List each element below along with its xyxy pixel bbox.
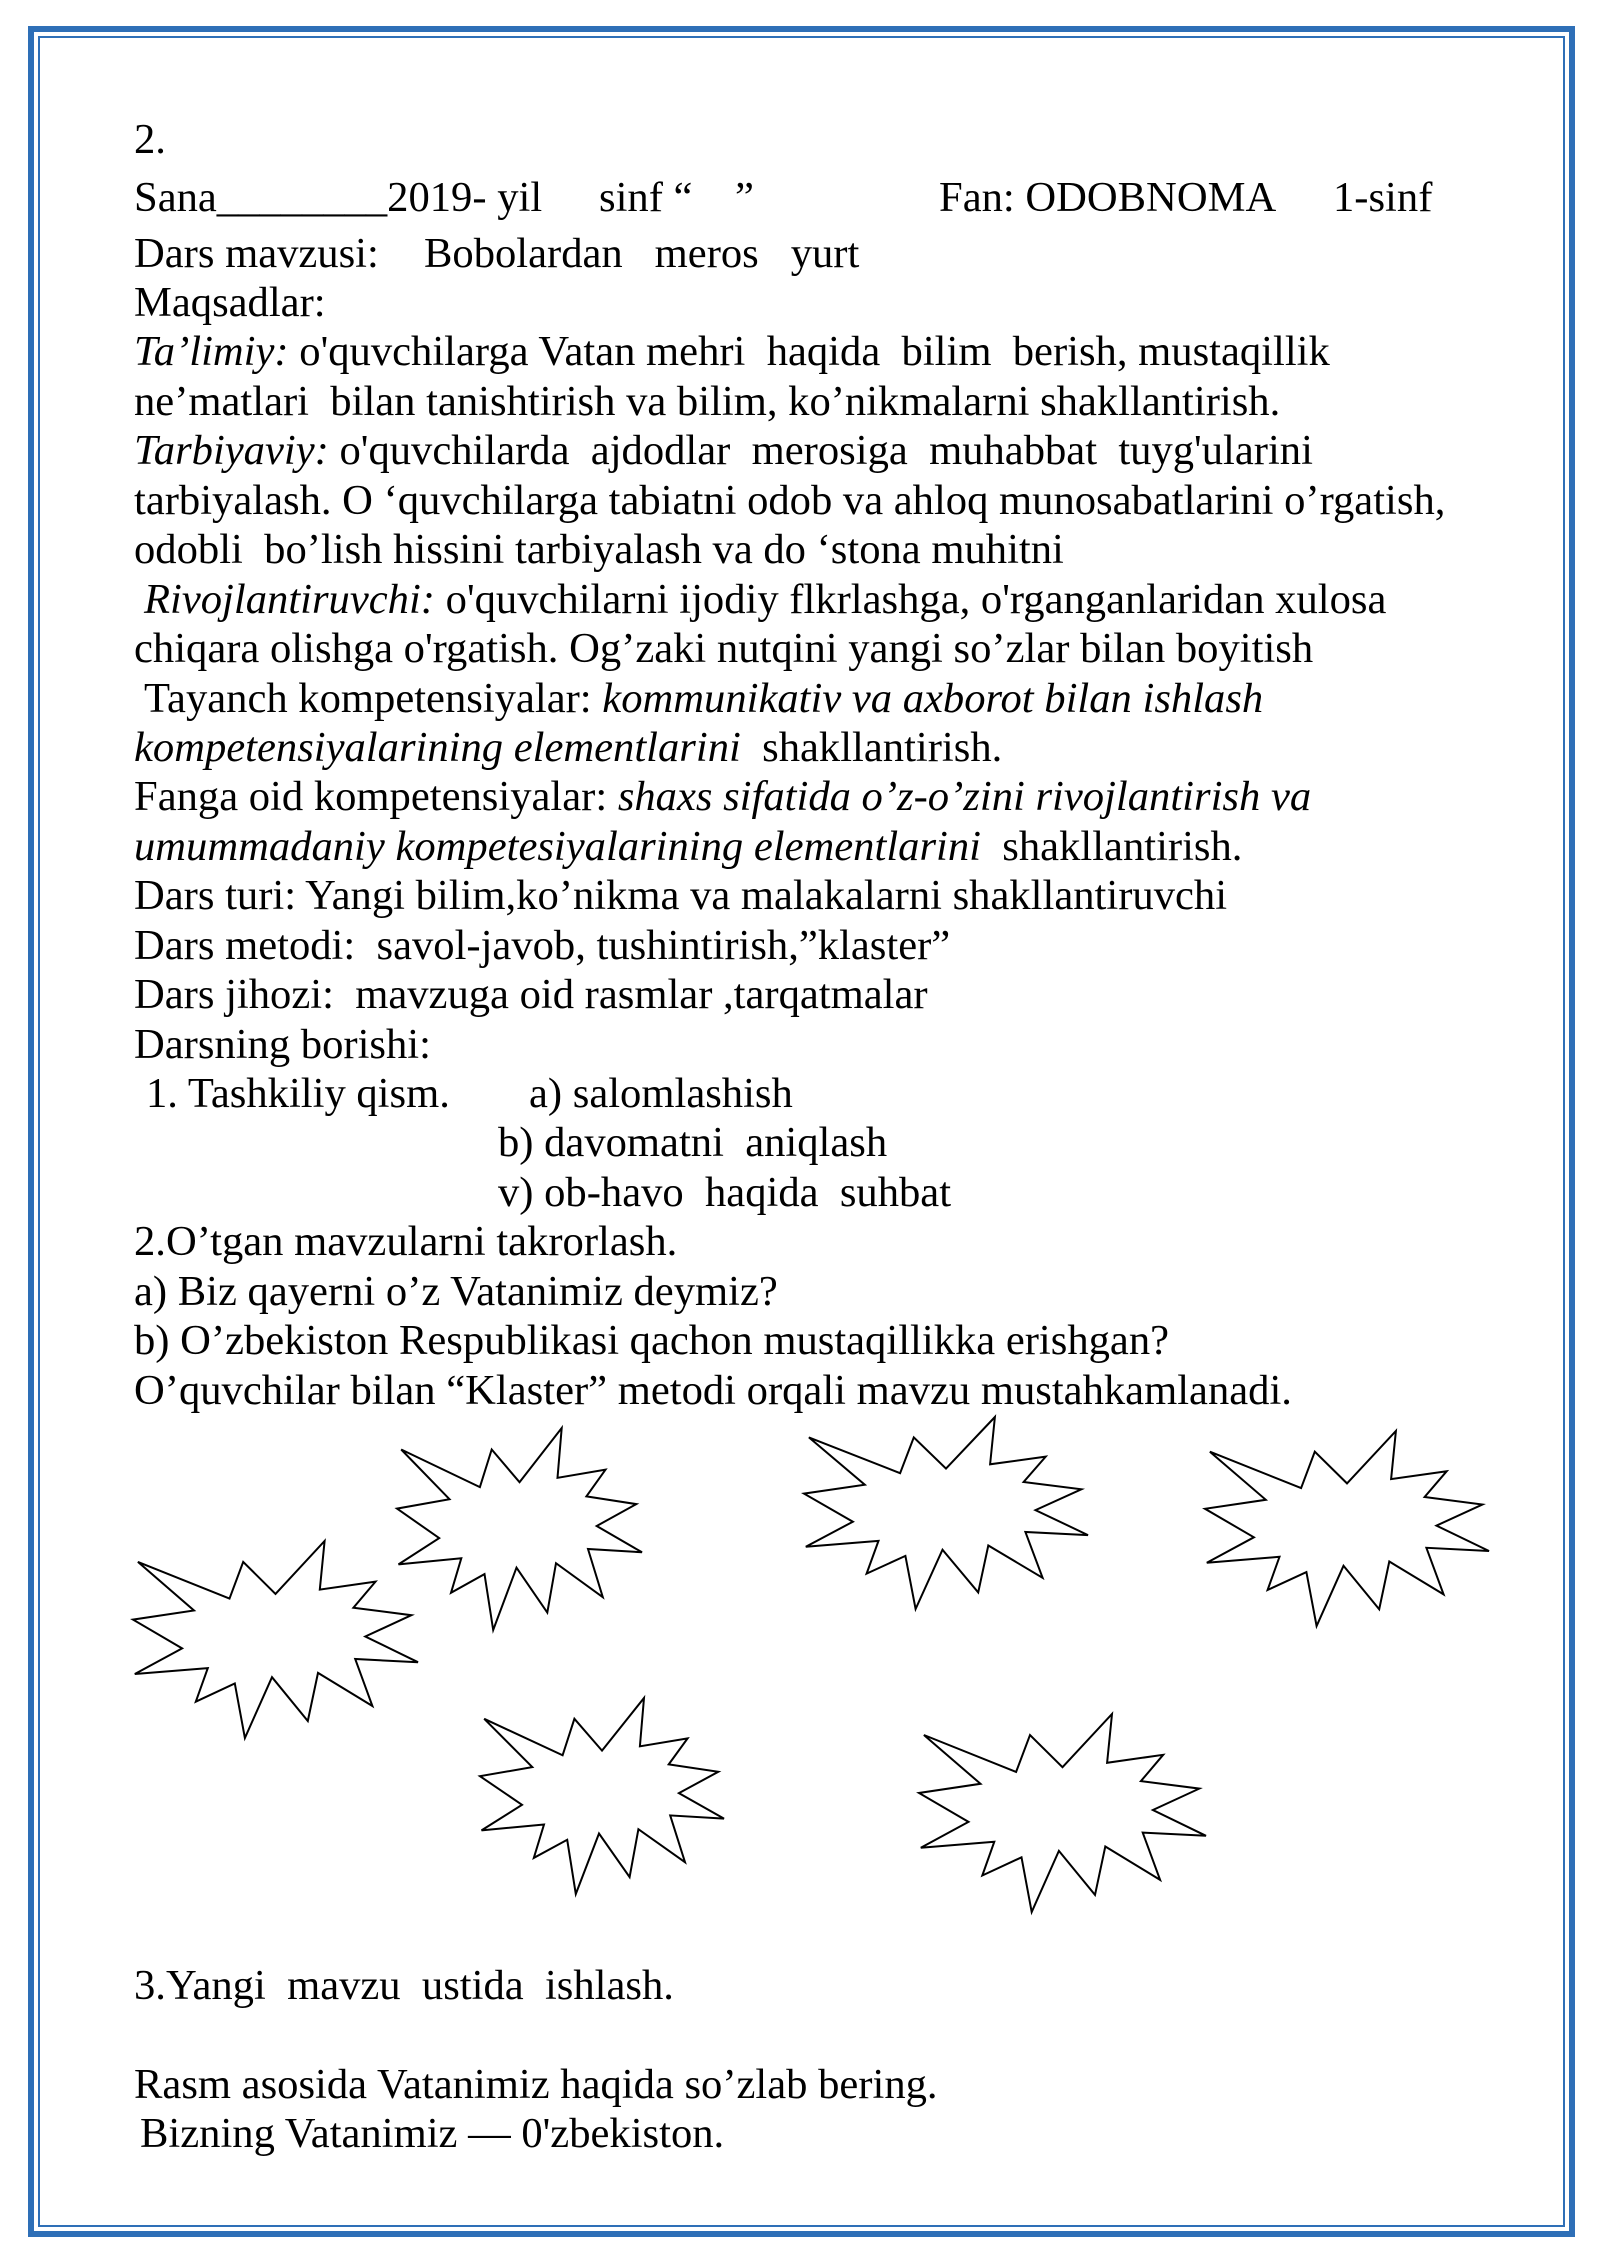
starburst-icon (1205, 1431, 1489, 1626)
new-topic-title: 3.Yangi mavzu ustida ishlash. (134, 1962, 674, 2009)
developmental-goal-line-1 (134, 575, 1554, 624)
grade-label: 1-sinf (1333, 174, 1433, 221)
lesson-equipment-line (134, 970, 1554, 1019)
subject-competencies-line-2 (134, 822, 1554, 871)
organization-step-title: 1. Tashkiliy qism. (146, 1070, 450, 1117)
educational-goal-text: ne’matlari bilan tanishtirish va bilim, ko’nikmalarni shakllantirish. (134, 377, 1281, 425)
lesson-type-text: Dars turi: Yangi bilim,ko’nikma va malakalarni shakllantiruvchi (134, 872, 1228, 920)
lesson-method-text: Dars metodi: savol-javob, tushintirish,”klaster” (134, 921, 951, 969)
educational-goal-text: o'quvchilarga Vatan mehri haqida bilim berish, mustaqillik (299, 328, 1330, 376)
lesson-number-line (134, 115, 1534, 165)
upbringing-goal-text: tarbiyalash. O ‘quvchilarga tabiatni odob va ahloq munosabatlarini o’rgatish, (134, 476, 1446, 524)
new-topic-statement-line (134, 2109, 1554, 2158)
starburst-icon (133, 1541, 418, 1738)
lesson-method-line (134, 921, 1554, 970)
date-field: Sana________2019- yil (134, 174, 543, 221)
goals-heading (134, 278, 1554, 327)
subject-competencies-label: Fanga oid kompetensiyalar: (134, 773, 608, 821)
core-competencies-label: Tayanch kompetensiyalar: (144, 674, 592, 722)
review-question: a) Biz qayerni o’z Vatanimiz deymiz? (134, 1267, 778, 1315)
educational-goal-label: Ta’limiy: (134, 328, 289, 376)
topic-value: Bobolardan meros yurt (424, 230, 860, 277)
new-topic-step-line (134, 1961, 1554, 2010)
organization-item-line (134, 1118, 1554, 1167)
starburst-icon (804, 1417, 1088, 1609)
procedure-heading-text: Darsning borishi: (134, 1020, 431, 1068)
core-competencies-text: kommunikativ va axborot bilan ishlash (602, 674, 1264, 722)
developmental-goal-text: o'quvchilarni ijodiy flkrlashga, o'rganganlaridan xulosa (445, 575, 1387, 623)
review-question-line (134, 1267, 1554, 1316)
subject-label: Fan: ODOBNOMA (939, 174, 1277, 221)
upbringing-goal-label: Tarbiyaviy: (134, 427, 329, 475)
subject-competencies-text: shaxs sifatida o’z-o’zini rivojlantirish va (617, 773, 1312, 821)
lesson-body (134, 278, 1554, 1415)
starburst-icon (480, 1698, 724, 1894)
subject-competencies-line-1 (134, 772, 1554, 821)
new-topic-statement: Bizning Vatanimiz — 0'zbekiston. (140, 2110, 725, 2158)
developmental-goal-text: chiqara olishga o'rgatish. Og’zaki nutqini yangi so’zlar bilan boyitish (134, 625, 1314, 673)
new-topic-task: Rasm asosida Vatanimiz haqida so’zlab bering. (134, 2060, 938, 2108)
review-activity: O’quvchilar bilan “Klaster” metodi orqali mavzu mustahkamlanadi. (134, 1366, 1292, 1414)
procedure-heading (134, 1020, 1554, 1069)
developmental-goal-label: Rivojlantiruvchi: (144, 575, 435, 623)
topic-label: Dars mavzusi: (134, 230, 379, 277)
review-step-line (134, 1217, 1554, 1266)
new-topic-task-line (134, 2060, 1554, 2109)
starburst-icon (919, 1714, 1206, 1912)
educational-goal-line-1 (134, 327, 1554, 376)
goals-heading-text: Maqsadlar: (134, 279, 326, 326)
lesson-number: 2. (134, 116, 166, 163)
class-field: sinf “ ” (599, 174, 754, 221)
cluster-diagram (0, 1400, 1600, 1940)
core-competencies-text: kompetensiyalarining elementlarini (134, 723, 741, 771)
developmental-goal-line-2 (134, 624, 1554, 673)
organization-item: v) ob-havo haqida suhbat (498, 1168, 952, 1216)
subject-competencies-text: umummadaniy kompetesiyalarining elementlarini (134, 822, 981, 870)
starburst-icon (397, 1428, 642, 1630)
upbringing-goal-line-3 (134, 525, 1554, 574)
lesson-equipment-text: Dars jihozi: mavzuga oid rasmlar ,tarqatmalar (134, 971, 928, 1019)
core-competencies-line-1 (134, 674, 1554, 723)
header-info-line (134, 173, 1534, 223)
review-step-title: 2.O’tgan mavzularni takrorlash. (134, 1218, 678, 1266)
core-competencies-line-2 (134, 723, 1554, 772)
upbringing-goal-text: o'quvchilarda ajdodlar merosiga muhabbat tuyg'ularini (339, 427, 1313, 475)
topic-line (134, 229, 1534, 279)
educational-goal-line-2 (134, 377, 1554, 426)
review-question: b) O’zbekiston Respublikasi qachon mustaqillikka erishgan? (134, 1317, 1170, 1365)
lesson-type-line (134, 871, 1554, 920)
review-question-line (134, 1316, 1554, 1365)
upbringing-goal-text: odobli bo’lish hissini tarbiyalash va do ‘stona muhitni (134, 526, 1064, 574)
subject-competencies-tail: shakllantirish. (1002, 822, 1243, 870)
organization-item: b) davomatni aniqlash (498, 1119, 888, 1167)
blank-line (134, 2010, 1554, 2059)
core-competencies-tail: shakllantirish. (762, 723, 1003, 771)
upbringing-goal-line-2 (134, 476, 1554, 525)
new-topic-section (134, 1961, 1554, 2159)
organization-step-line (134, 1069, 1554, 1118)
organization-item-line (134, 1168, 1554, 1217)
upbringing-goal-line-1 (134, 426, 1554, 475)
organization-item: a) salomlashish (529, 1070, 793, 1117)
